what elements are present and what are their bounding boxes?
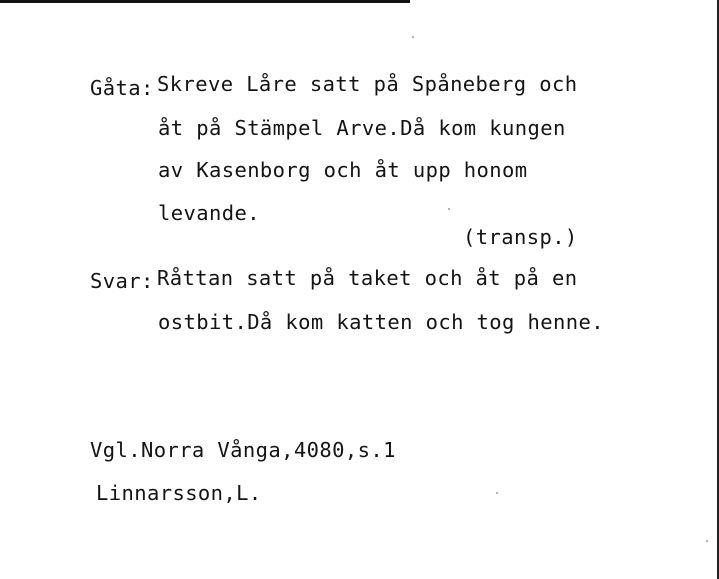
answer-line-1: Råttan satt på taket och åt på en	[157, 266, 578, 290]
answer-line-2: ostbit.Då kom katten och tog henne.	[158, 310, 604, 334]
answer-label: Svar:	[90, 269, 154, 293]
source-reference: Vgl.Norra Vånga,4080,s.1	[90, 438, 396, 462]
paper-speck	[412, 36, 414, 38]
transposed-note: (transp.)	[463, 225, 578, 249]
card-top-edge	[0, 0, 410, 3]
collector-name: Linnarsson,L.	[96, 481, 262, 505]
riddle-line-2: åt på Stämpel Arve.Då kom kungen	[158, 116, 566, 140]
riddle-line-1: Skreve Låre satt på Spåneberg och	[157, 72, 578, 96]
riddle-label: Gåta:	[90, 76, 154, 100]
riddle-line-4: levande.	[158, 201, 260, 225]
riddle-line-3: av Kasenborg och åt upp honom	[158, 158, 528, 182]
paper-speck	[706, 540, 708, 542]
paper-speck	[448, 208, 450, 210]
paper-speck	[496, 492, 498, 494]
